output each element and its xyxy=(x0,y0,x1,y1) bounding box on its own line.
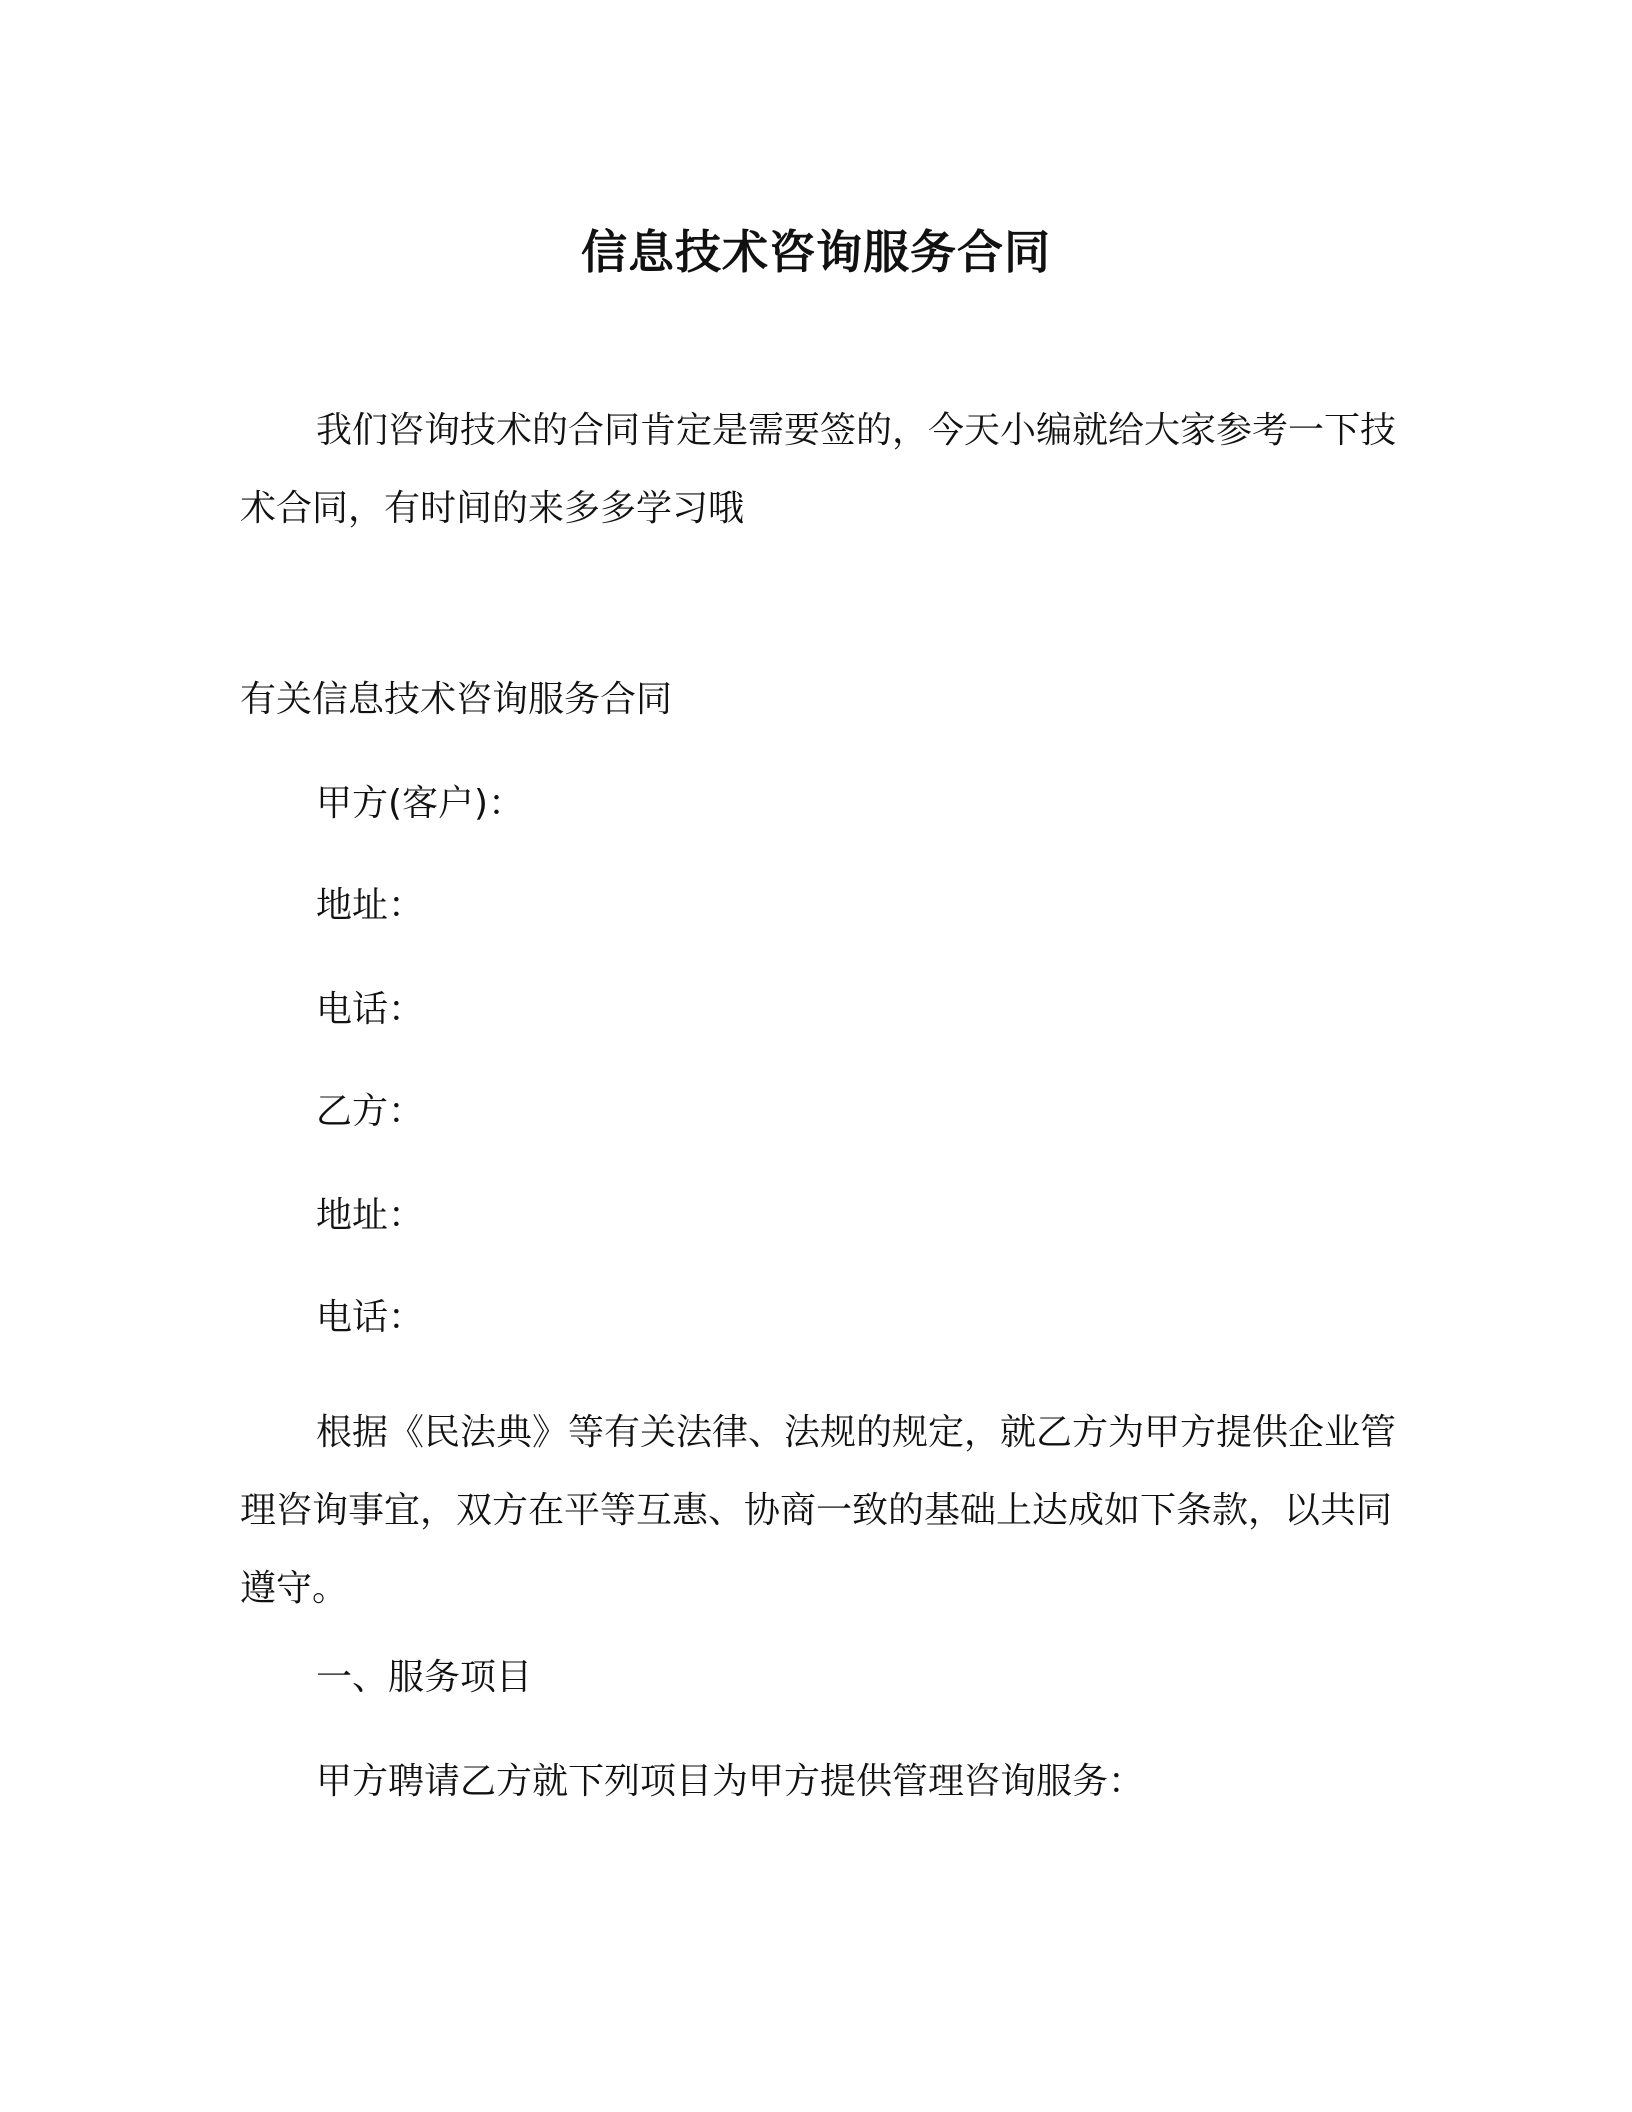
party-a-phone: 电话： xyxy=(316,989,425,1030)
intro-paragraph: 我们咨询技术的合同肯定是需要签的，今天小编就给大家参考一下技术合同，有时间的来多多学习哦 xyxy=(240,410,1397,529)
section-1-text: 甲方聘请乙方就下列项目为甲方提供管理咨询服务： xyxy=(316,1761,1145,1802)
legal-basis-paragraph: 根据《民法典》等有关法律、法规的规定，就乙方为甲方提供企业管理咨询事宜，双方在平等互惠、协商一致的基础上达成如下条款，以共同遵守。 xyxy=(240,1412,1397,1609)
party-a-address: 地址： xyxy=(316,885,425,926)
section-1-heading: 一、服务项目 xyxy=(316,1657,533,1698)
party-a-label: 甲方(客户)： xyxy=(316,783,525,824)
party-b-label: 乙方： xyxy=(316,1091,425,1132)
party-b-phone: 电话： xyxy=(316,1297,425,1338)
document-title: 信息技术咨询服务合同 xyxy=(581,225,1051,279)
contract-subtitle: 有关信息技术咨询服务合同 xyxy=(240,679,673,720)
party-b-address: 地址： xyxy=(316,1195,425,1236)
